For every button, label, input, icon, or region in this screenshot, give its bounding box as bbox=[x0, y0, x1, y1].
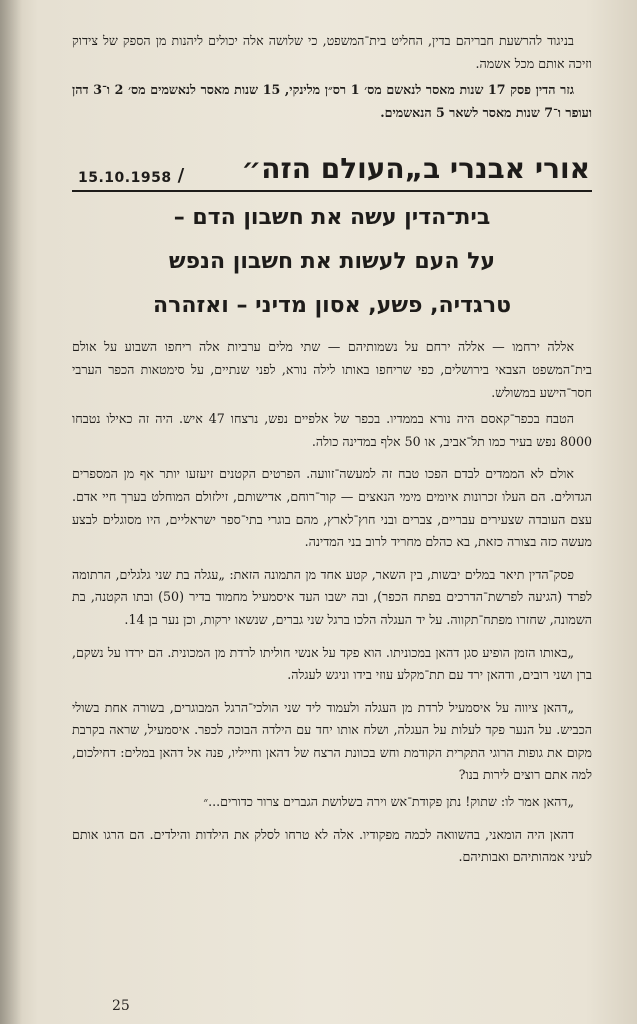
body-paragraph: הטבח בכפר־קאסם היה נורא בממדיו. בכפר של אלפיים נפש, נרצחו 47 איש. היה זה כאילו נטבחו 8000 נפש בעיר כמו תל־אביב, או 50 אלף במדינה כולה. bbox=[72, 411, 592, 449]
page-shadow bbox=[0, 0, 22, 1024]
article-masthead: אורי אבנרי ב„העולם הזה״ bbox=[241, 152, 590, 186]
body-paragraph: „דהאן אמר לו: שתוק! נתן פקודת־אש וירה בשלושת הגברים צרור כדורים...״ bbox=[203, 794, 574, 810]
body-paragraph: דהאן היה הומאני, בהשוואה לכמה מפקודיו. אלה לא טרחו לסלק את הילדות והילדים. הם הרגו אותם לעיני אמהותיהם ואבותיהם. bbox=[72, 826, 592, 865]
intro-paragraph-1: בניגוד להרשעת חבריהם בדין, החליט בית־המשפט, כי שלושה אלה יכולים ליהנות מן הספק של צידוק וזיכה אותם מכל אשמה. bbox=[72, 33, 592, 71]
body-paragraph: אללה ירחמו — אללה ירחם על נשמותיהם — שתי מלים ערביות אלה ריחפו השבוע על אולם בית־המשפט הצבאי בירושלים, כפי שריחפו באותו לילה נורא, לפני שנתיים, על סימטאות הכפר הערבי חסר־הישע במשולש. bbox=[72, 339, 592, 400]
article-date: 15.10.1958 bbox=[78, 170, 172, 187]
body-paragraph: „באותו הזמן הופיע סגן דהאן במכוניתו. הוא פקד על אנשי חוליתו לרדת מן המכונית. הם ירדו על נשקם, ברן ושני רובים, ודהאן ירד עם תת־מקלע עוזי בידו וניגש לעגלה. bbox=[72, 644, 592, 683]
headline-line-3: טרגדיה, פשע, אסון מדיני – ואזהרה bbox=[152, 293, 512, 319]
intro-paragraph-2: גזר הדין פסק 17 שנות מאסר לנאשם מס׳ 1 רס״ן מלינקי, 15 שנות מאסר לנאשמים מס׳ 2 ו־3 דהן ועופר ו־7 שנות מאסר לשאר 5 הנאשמים. bbox=[72, 82, 592, 120]
body-paragraph: „דהאן ציווה על איסמעיל לרדת מן העגלה ולעמוד ליד שני הולכי־הרגל המבוגרים, בשורה אחת בשולי הכביש. על הנער פקד לעלות על העגלה, ושלח אותו יחד עם הילדה הבוכה לכפר. איסמעיל, שראה בקרבת מקום את גופות הרוגי התקרית הקודמת וחש בכוונת הרצח של דהאן וחייליו, פנה אל דהאן במלים: דחילכום, למה אתם רוצים לירות בנו? bbox=[72, 699, 592, 783]
page-number: 25 bbox=[112, 998, 130, 1014]
page-content bbox=[72, 30, 592, 879]
headline-line-2: על העם לעשות את חשבון הנפש bbox=[168, 249, 496, 275]
body-paragraph: אולם לא הממדים לבדם הפכו טבח זה למעשה־זוועה. הפרטים הקטנים זיעזעו יותר אף מן המספרים הגדולים. הם העלו זכרונות איומים מימי הנאצים — קור־רוחם, אדישותם, זילזולם המוחלט בערך חיי אדם. עצם העובדה שצעירים עבריים, צברים ובני חוץ־לארץ, מהם בוגרי בתי־ספר ישראליים, היו מסוגלים לבצע מעשה כזה בצורה כזאת, בא כהלם מחריד לרוב בני המדינה. bbox=[72, 466, 592, 550]
article-header bbox=[72, 152, 592, 192]
headline-line-1: בית־הדין עשה את חשבון הדם – bbox=[173, 205, 491, 231]
body-paragraph: פסק־הדין תיאר במלים יבשות, בין השאר, קטע אחד מן התמונה הזאת: „עגלה בת שני גלגלים, הרתומה לפרד (הגיעה לפרשת־הדרכים בפתח הכפר), ובה ישבו העד איסמעיל מחמוד בדיר (50) ובתו הקטנה, בת השמונה, שחזרו מפתח־תקווה. על יד העגלה הלכו ברגל שני גברים, שנשאו ירקות, וכן נער בן 14. bbox=[72, 566, 592, 627]
header-slash: / bbox=[177, 165, 185, 187]
